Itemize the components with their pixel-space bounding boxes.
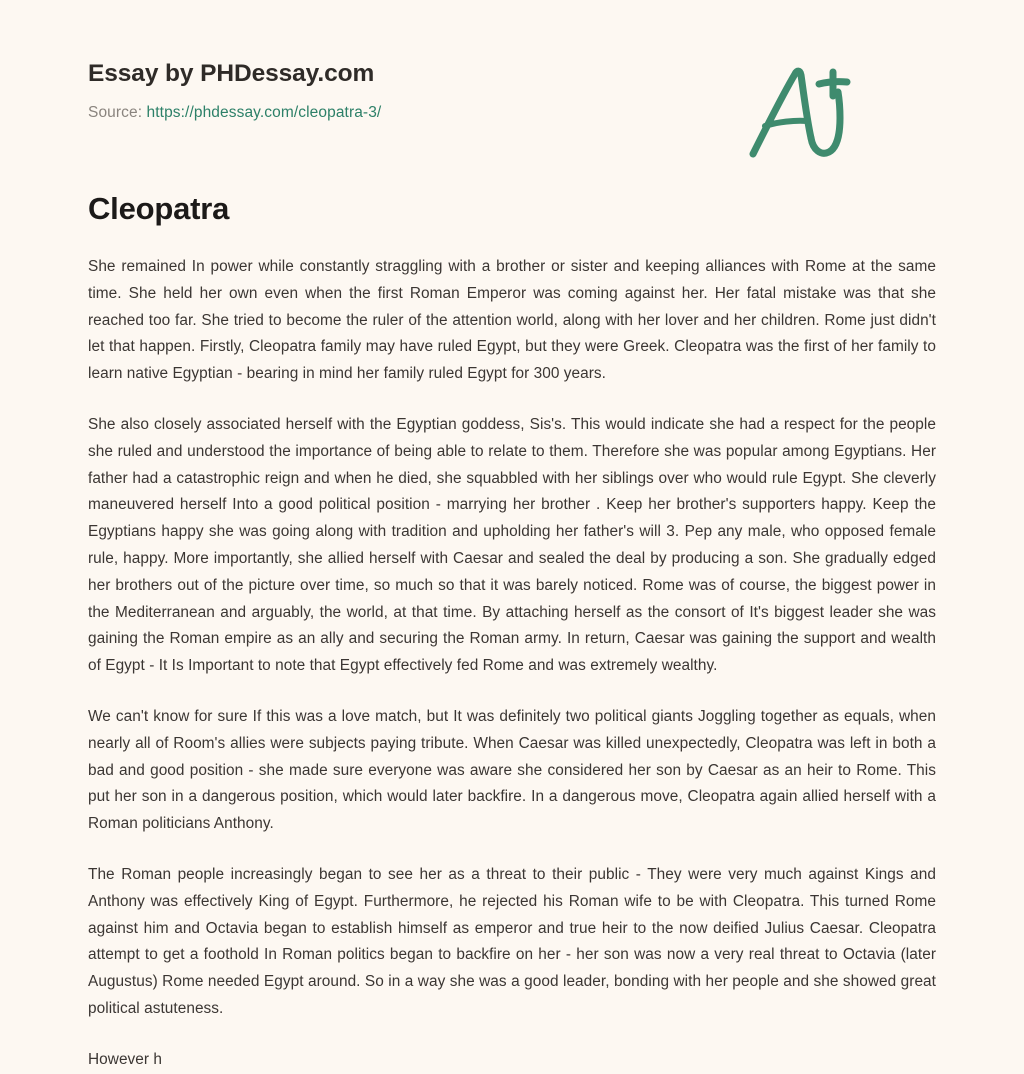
aplus-logo-icon: [741, 58, 856, 163]
paragraph: She also closely associated herself with the Egyptian goddess, Sis's. This would indicate she had a respect for the people she ruled and understood the importance of being able to relate to them. Therefore she was popular among Egyptians. Her father had a catastrophic reign and when he died, she squabbled with her siblings over who would rule Egypt. She cleverly maneuvered herself Into a good political position - marrying her brother . Keep her brother's supporters happy. Keep the Egyptians happy she was going along with tradition and upholding her father's will 3. Pep any male, who opposed female rule, happy. More importantly, she allied herself with Caesar and sealed the deal by producing a son. She gradually edged her brothers out of the picture over time, so much so that it was barely noticed. Rome was of course, the biggest power in the Mediterranean and arguably, the world, at that time. By attaching herself as the consort of It's biggest leader she was gaining the Roman empire as an ally and securing the Roman army. In return, Caesar was gaining the support and wealth of Egypt - It Is Important to note that Egypt effectively fed Rome and was extremely wealthy.: [88, 416, 936, 675]
source-label: Source:: [88, 103, 143, 121]
essay-body: [88, 226, 936, 1074]
paragraph: She remained In power while constantly straggling with a brother or sister and keeping alliances with Rome at the same time. She held her own even when the first Roman Emperor was coming against her. Her fatal mistake was that she reached too far. She tried to become the ruler of the attention world, along with her lover and her children. Rome just didn't let that happen. Firstly, Cleopatra family may have ruled Egypt, but they were Greek. Cleopatra was the first of her family to learn native Egyptian - bearing in mind her family ruled Egypt for 300 years.: [88, 258, 936, 383]
source-url-link[interactable]: https://phdessay.com/cleopatra-3/: [146, 103, 382, 121]
paragraph-truncated: However h: [88, 1050, 163, 1068]
page-title: Cleopatra: [88, 191, 230, 226]
paragraph: We can't know for sure If this was a love match, but It was definitely two political giants Joggling together as equals, when nearly all of Room's allies were subjects paying tribute. When Caesar was killed unexpectedly, Cleopatra was left in both a bad and good position - she made sure everyone was aware she considered her son by Caesar as an heir to Rome. This put her son in a dangerous position, which would later backfire. In a dangerous move, Cleopatra again allied herself with a Roman politicians Anthony.: [88, 708, 936, 833]
paragraph: The Roman people increasingly began to see her as a threat to their public - They were very much against Kings and Anthony was effectively King of Egypt. Furthermore, he rejected his Roman wife to be with Cleopatra. This turned Rome against him and Octavia began to establish himself as emperor and true heir to the now deified Julius Caesar. Cleopatra attempt to get a foothold In Roman politics began to backfire on her - her son was now a very real threat to Octavia (later Augustus) Rome needed Egypt around. So in a way she was a good leader, bonding with her people and she showed great political astuteness.: [88, 866, 936, 1018]
page-header: [88, 0, 936, 120]
essay-attribution: Essay by PHDessay.com: [88, 60, 375, 87]
